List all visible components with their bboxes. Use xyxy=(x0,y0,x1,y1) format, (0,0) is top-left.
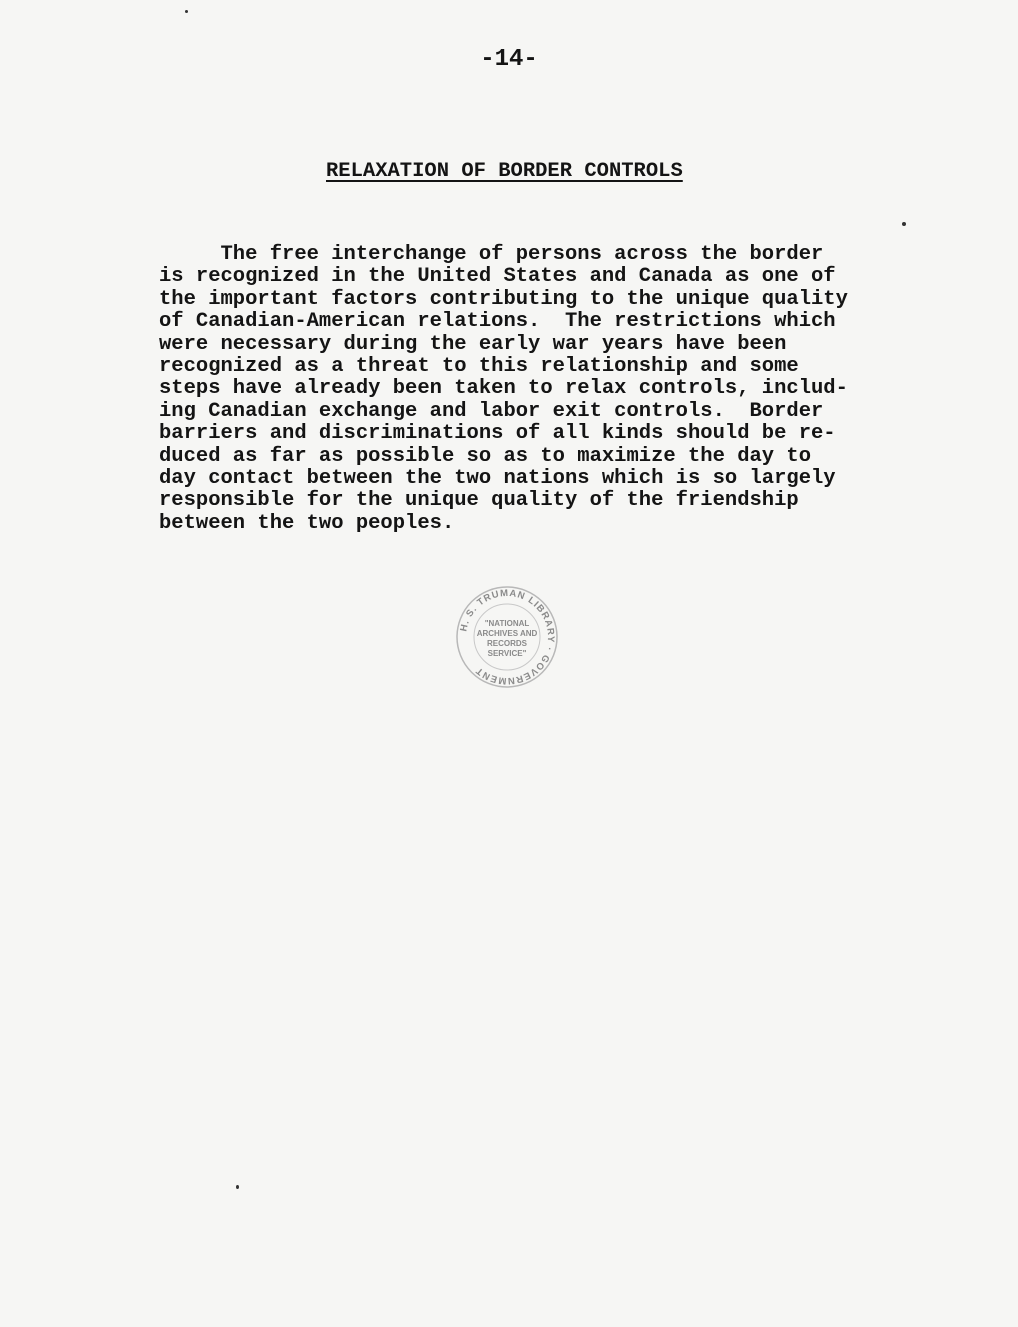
page-number: -14- xyxy=(480,46,538,73)
stamp-seal-icon xyxy=(452,582,562,692)
stamp-ring-text: H. S. TRUMAN LIBRARY · GOVERNMENT xyxy=(458,587,557,687)
body-line: recognized as a threat to this relationship and some xyxy=(159,354,799,378)
archive-stamp xyxy=(452,582,562,692)
paper-speck xyxy=(902,222,906,226)
paper-speck xyxy=(185,10,188,13)
stamp-center-line: SERVICE" xyxy=(487,649,527,658)
body-line: of Canadian-American relations. The restrictions which xyxy=(159,310,836,334)
stamp-center-line: RECORDS xyxy=(486,639,528,648)
section-heading: RELAXATION OF BORDER CONTROLS xyxy=(326,160,683,183)
body-line: The free interchange of persons across the border xyxy=(159,243,824,266)
stamp-center-line: ARCHIVES AND xyxy=(476,629,538,638)
body-line: barriers and discriminations of all kinds should be re- xyxy=(159,422,836,446)
body-paragraph xyxy=(159,244,899,535)
body-line: is recognized in the United States and Canada as one of xyxy=(159,265,836,289)
body-line: were necessary during the early war years have been xyxy=(159,332,787,356)
body-line: day contact between the two nations which is so largely xyxy=(159,466,836,490)
paper-speck xyxy=(236,1185,239,1189)
body-line: between the two peoples. xyxy=(159,511,455,535)
body-line: duced as far as possible so as to maximize the day to xyxy=(159,444,812,468)
body-line: responsible for the unique quality of the friendship xyxy=(159,489,799,513)
body-line: ing Canadian exchange and labor exit controls. Border xyxy=(159,399,824,423)
stamp-center-line: "NATIONAL xyxy=(484,619,530,628)
body-line: steps have already been taken to relax controls, includ- xyxy=(159,377,848,401)
body-line: the important factors contributing to the unique quality xyxy=(159,287,848,311)
